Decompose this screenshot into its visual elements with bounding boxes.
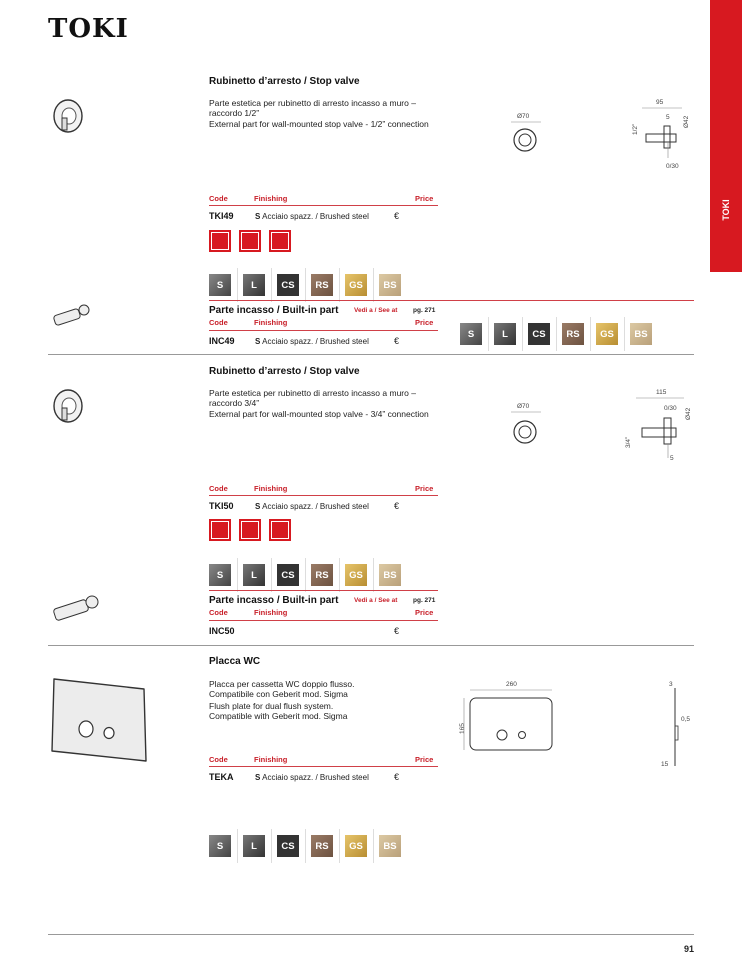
builtin1-code-header: Code (209, 318, 228, 327)
section1-front-drawing (505, 110, 549, 160)
install-icon (269, 519, 291, 541)
section1-finish (255, 212, 369, 221)
builtin1-finish-text: Acciaio spazz. / Brushed steel (262, 337, 369, 346)
section3-desc-it2: Compatibile con Geberit mod. Sigma (209, 689, 348, 699)
section2-feature-icons (209, 519, 291, 541)
water-icon (209, 519, 231, 541)
builtin1-finish (255, 337, 369, 346)
builtin1-finish-code: S (255, 337, 261, 346)
builtin2-code-header: Code (209, 608, 228, 617)
section3-price: € (394, 772, 400, 782)
section2-side-drawing (620, 386, 696, 466)
section2-desc-it: Parte estetica per rubinetto di arresto incasso a muro – raccordo 3/4” (209, 388, 416, 408)
section2-finish-text: Acciaio spazz. / Brushed steel (262, 502, 369, 511)
section2-price-header: Price (415, 484, 434, 493)
stop-valve-product-image-2 (48, 386, 88, 428)
section3-price-header: Price (415, 755, 434, 764)
builtin2-product-image (50, 590, 102, 626)
section1-price-header: Price (415, 194, 434, 203)
builtin2-title: Parte incasso / Built-in part (209, 595, 339, 606)
builtin1-divider (209, 330, 438, 331)
section2-finish-swatches (209, 564, 413, 586)
swatch-gs: GS (596, 323, 618, 345)
dim2-d1: 5 (670, 455, 674, 462)
section2-desc-en: External part for wall-mounted stop valve - 3/4” connection (209, 409, 429, 419)
section3-desc-en1: Flush plate for dual flush system. (209, 701, 334, 711)
swatch-bs: BS (379, 564, 401, 586)
swatch-cs: CS (277, 564, 299, 586)
builtin1-finishing-header: Finishing (254, 318, 288, 327)
dim2-range: 0/30 (664, 405, 677, 412)
section2-finish-code: S (255, 502, 261, 511)
swatch-rs: RS (562, 323, 584, 345)
section2-code-header: Code (209, 484, 228, 493)
swatch-bs: BS (379, 835, 401, 857)
section3-description (209, 679, 449, 721)
dim-range: 0/30 (666, 163, 679, 170)
section3-finishing-header: Finishing (254, 755, 288, 764)
builtin1-product-image (50, 300, 94, 330)
section1-feature-icons (209, 230, 291, 252)
section3-finish-text: Acciaio spazz. / Brushed steel (262, 773, 369, 782)
swatch-s: S (209, 835, 231, 857)
dim2-front-dia: Ø70 (517, 403, 530, 410)
footer-line (48, 934, 694, 935)
swatch-rs: RS (311, 274, 333, 296)
section2-divider (209, 495, 438, 496)
section3-desc-en2: Compatible with Geberit mod. Sigma (209, 711, 348, 721)
builtin1-see-at: Vedi a / See at (354, 307, 398, 314)
section1-description (209, 98, 449, 129)
builtin1-title: Parte incasso / Built-in part (209, 305, 339, 316)
swatch-s: S (209, 564, 231, 586)
swatch-l: L (243, 564, 265, 586)
builtin2-page-ref: pg. 271 (413, 597, 436, 604)
dim3-w: 260 (506, 681, 517, 688)
section3-finish-code: S (255, 773, 261, 782)
side-tab (710, 0, 742, 272)
section-separator-1 (48, 354, 694, 355)
dim-d1: 5 (666, 114, 670, 121)
builtin1-page-ref: pg. 271 (413, 307, 436, 314)
builtin2-code: INC50 (209, 626, 235, 636)
section3-code: TEKA (209, 772, 234, 782)
section3-divider (209, 766, 438, 767)
stop-valve-product-image (48, 96, 88, 138)
page-number: 91 (684, 944, 695, 954)
swatch-bs: BS (630, 323, 652, 345)
section2-title: Rubinetto d’arresto / Stop valve (209, 366, 360, 377)
dim-conn: 1/2” (632, 123, 639, 135)
builtin2-price-header: Price (415, 608, 434, 617)
section1-finish-swatches (209, 274, 413, 296)
section1-desc-it: Parte estetica per rubinetto di arresto incasso a muro – raccordo 1/2” (209, 98, 416, 118)
swatch-cs: CS (277, 274, 299, 296)
section3-title: Placca WC (209, 656, 261, 667)
swatch-rs: RS (311, 564, 333, 586)
dim-w: 95 (656, 99, 664, 106)
section3-finish (255, 773, 369, 782)
section2-front-drawing (505, 400, 549, 450)
section1-finish-code: S (255, 212, 261, 221)
section2-finish (255, 502, 369, 511)
brand-title: TOKI (48, 14, 129, 44)
section3-finish-swatches (209, 835, 413, 857)
first-aid-icon (239, 519, 261, 541)
section2-finishing-header: Finishing (254, 484, 288, 493)
section2-price: € (394, 501, 400, 511)
section1-code: TKI49 (209, 211, 234, 221)
dim3-h: 165 (459, 723, 466, 734)
dim3-b: 15 (661, 761, 669, 768)
dim3-s: 0,5 (681, 716, 691, 723)
section1-title: Rubinetto d’arresto / Stop valve (209, 76, 360, 87)
swatch-bs: BS (379, 274, 401, 296)
first-aid-icon (239, 230, 261, 252)
section1-code-header: Code (209, 194, 228, 203)
section-separator-2 (48, 645, 694, 646)
dim2-w: 115 (656, 389, 667, 396)
wc-plate-product-image (48, 675, 150, 765)
swatch-s: S (460, 323, 482, 345)
swatch-s: S (209, 274, 231, 296)
builtin1-price: € (394, 336, 400, 346)
section1-finish-text: Acciaio spazz. / Brushed steel (262, 212, 369, 221)
swatch-l: L (243, 274, 265, 296)
builtin2-top-line (209, 590, 438, 591)
swatch-cs: CS (277, 835, 299, 857)
swatch-gs: GS (345, 564, 367, 586)
swatch-l: L (243, 835, 265, 857)
builtin2-see-at: Vedi a / See at (354, 597, 398, 604)
side-tab-label: TOKI (721, 199, 731, 221)
builtin2-divider (209, 620, 438, 621)
section3-desc-it1: Placca per cassetta WC doppio flusso. (209, 679, 355, 689)
swatch-cs: CS (528, 323, 550, 345)
section3-code-header: Code (209, 755, 228, 764)
section2-code: TKI50 (209, 501, 234, 511)
section1-divider (209, 205, 438, 206)
builtin1-finish-swatches (460, 323, 664, 345)
install-icon (269, 230, 291, 252)
dim2-conn: 3/4” (625, 436, 632, 448)
swatch-rs: RS (311, 835, 333, 857)
builtin2-price: € (394, 626, 400, 636)
section1-price: € (394, 211, 400, 221)
dim-dia: Ø42 (683, 115, 690, 128)
swatch-gs: GS (345, 274, 367, 296)
builtin2-finishing-header: Finishing (254, 608, 288, 617)
builtin1-code: INC49 (209, 336, 235, 346)
swatch-gs: GS (345, 835, 367, 857)
section1-finishing-header: Finishing (254, 194, 288, 203)
dim2-dia: Ø42 (685, 407, 692, 420)
swatch-l: L (494, 323, 516, 345)
dim3-t: 3 (669, 681, 673, 688)
section1-side-drawing (624, 96, 694, 172)
dim-front-dia: Ø70 (517, 113, 530, 120)
section1-desc-en: External part for wall-mounted stop valve - 1/2” connection (209, 119, 429, 129)
section3-front-drawing (450, 678, 560, 758)
water-icon (209, 230, 231, 252)
section2-description (209, 388, 449, 419)
builtin1-top-line (209, 300, 694, 301)
builtin1-price-header: Price (415, 318, 434, 327)
section3-side-drawing (655, 678, 697, 770)
